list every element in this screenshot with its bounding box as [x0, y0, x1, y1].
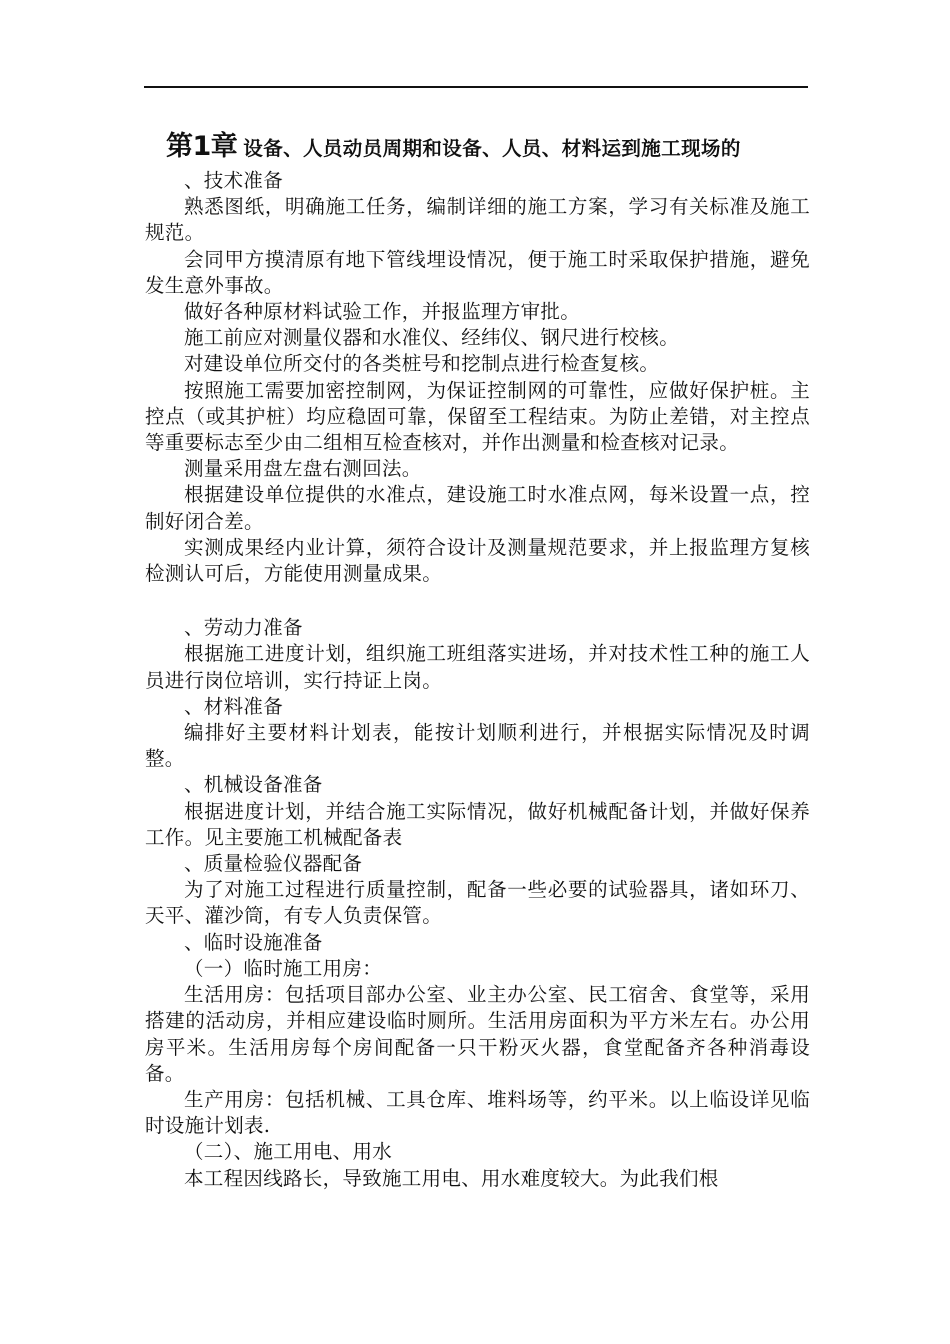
paragraph: 生产用房：包括机械、工具仓库、堆料场等，约平米。以上临设详见临时设施计划表.: [145, 1087, 810, 1138]
blank-line: [145, 587, 810, 615]
section-heading: 、材料准备: [184, 694, 284, 718]
section-heading: 、技术准备: [184, 169, 284, 192]
paragraph: 实测成果经内业计算，须符合设计及测量规范要求，并上报监理方复核检测认可后，方能使用测量成果。: [145, 535, 810, 586]
subsection-heading: （二）、施工用电、用水: [184, 1140, 393, 1164]
chapter-number: 第1章: [166, 131, 238, 162]
section-heading: 、机械设备准备: [184, 773, 323, 797]
paragraph: 按照施工需要加密控制网，为保证控制网的可靠性，应做好保护桩。主控点（或其护桩）均应稳固可靠，保留至工程结束。为防止差错，对主控点等重要标志至少由二组相互检查核对，并作出测量和检查核对记录。: [145, 378, 810, 455]
paragraph: 对建设单位所交付的各类桩号和挖制点进行检查复核。: [184, 352, 660, 376]
paragraph: 根据施工进度计划，组织施工班组落实进场，并对技术性工种的施工人员进行岗位培训，实行持证上岗。: [145, 642, 810, 692]
section-heading: 、劳动力准备: [184, 616, 303, 640]
section-heading: 、临时设施准备: [184, 930, 323, 954]
paragraph: 生活用房：包括项目部办公室、业主办公室、民工宿舍、食堂等，采用搭建的活动房，并相应建设临时厕所。生活用房面积为平方米左右。办公用房平米。生活用房每个房间配备一只干粉灭火器，食堂配备齐各种消毒设备。: [145, 983, 810, 1085]
paragraph: 本工程因线路长，导致施工用电、用水难度较大。为此我们根: [184, 1166, 719, 1190]
chapter-heading: [166, 124, 816, 163]
paragraph: 熟悉图纸，明确施工任务，编制详细的施工方案，学习有关标准及施工规范。: [145, 195, 810, 245]
paragraph: 根据进度计划，并结合施工实际情况，做好机械配备计划，并做好保养工作。见主要施工机械配备表: [145, 799, 810, 849]
chapter-title: 设备、人员动员周期和设备、人员、材料运到施工现场的: [243, 137, 741, 160]
paragraph: 为了对施工过程进行质量控制，配备一些必要的试验器具，诸如环刀、天平、灌沙筒，有专人负责保管。: [145, 878, 810, 928]
header-rule: [144, 86, 808, 88]
section-heading: 、质量检验仪器配备: [184, 852, 363, 876]
paragraph: 施工前应对测量仪器和水准仪、经纬仪、钢尺进行校核。: [184, 326, 680, 350]
paragraph: 根据建设单位提供的水准点，建设施工时水准点网，每米设置一点，控制好闭合差。: [145, 483, 810, 533]
paragraph: 测量采用盘左盘右测回法。: [184, 457, 422, 481]
paragraph: 编排好主要材料计划表，能按计划顺利进行，并根据实际情况及时调整。: [145, 721, 810, 771]
paragraph: 做好各种原材料试验工作，并报监理方审批。: [184, 300, 581, 324]
document-body: [145, 168, 810, 1192]
subsection-heading: （一）临时施工用房：: [184, 956, 383, 980]
paragraph: 会同甲方摸清原有地下管线埋设情况，便于施工时采取保护措施，避免发生意外事故。: [145, 247, 810, 297]
